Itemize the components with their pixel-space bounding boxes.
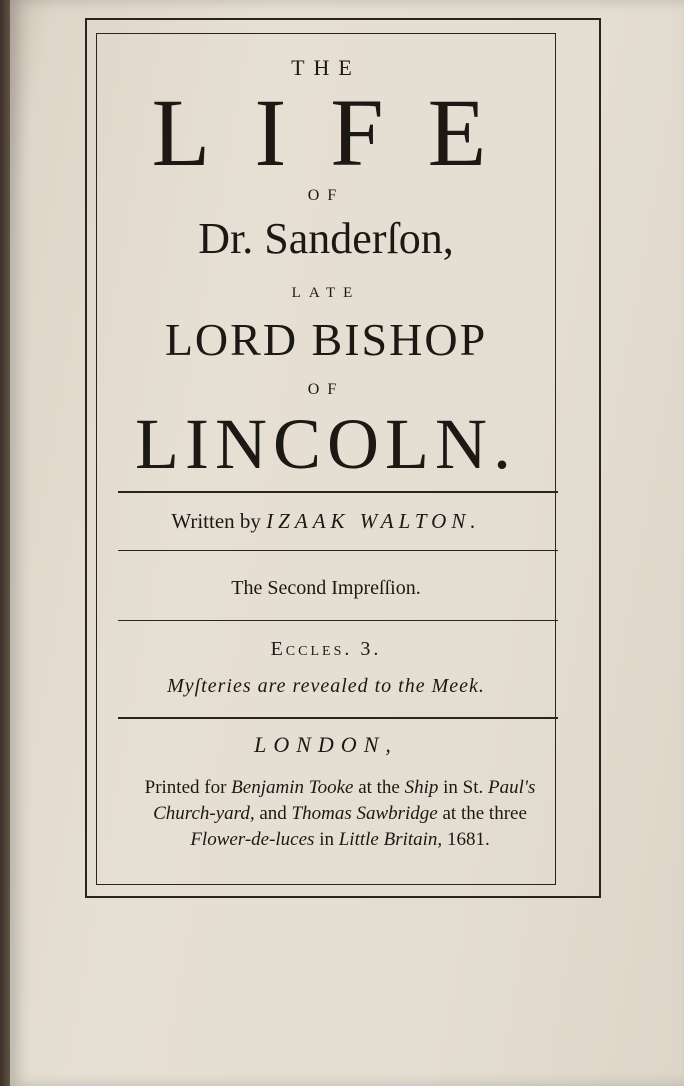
imprint-block: [120, 775, 560, 853]
divider-rule: [118, 491, 558, 493]
see-name: LINCOLN.: [135, 404, 517, 484]
heading-life: LIFE: [151, 79, 531, 186]
imprint-text: Printed for: [144, 777, 227, 798]
epigraph-text: Myſteries are revealed to the Meek.: [167, 675, 485, 697]
edition-line: The Second Impreſſion.: [231, 577, 421, 599]
imprint-line-2: [120, 801, 560, 827]
heading-of-1: OF: [307, 187, 345, 204]
divider-rule: [118, 717, 558, 719]
divider-rule: [118, 620, 558, 621]
heading-of-2: OF: [307, 381, 345, 398]
heading-the: THE: [291, 55, 361, 80]
imprint-location: Church-yard,: [153, 803, 255, 824]
imprint-line-1: [120, 775, 560, 801]
imprint-year: 1681.: [446, 829, 490, 850]
shop-sign: Ship: [404, 777, 439, 798]
author-line: [98, 509, 554, 534]
written-by-label: Written by: [171, 509, 261, 533]
imprint-line-3: [120, 827, 560, 853]
imprint-location: Paul's: [488, 777, 536, 798]
imprint-text: at the three: [442, 803, 527, 824]
imprint-text: in: [319, 829, 334, 850]
epigraph-reference: Eccles. 3.: [270, 638, 382, 660]
imprint-location: Little Britain,: [338, 829, 443, 850]
author-name: IZAAK WALTON.: [266, 509, 481, 533]
imprint-text: at the: [358, 777, 400, 798]
title-block: [98, 35, 554, 883]
divider-rule: [118, 550, 558, 551]
printer-name: Benjamin Tooke: [231, 777, 354, 798]
shop-sign: Flower-de-luces: [190, 829, 315, 850]
heading-late: LATE: [291, 285, 361, 301]
imprint-text: in St.: [443, 777, 484, 798]
office-title: LORD BISHOP: [164, 314, 488, 365]
subject-name: Dr. Sanderſon,: [198, 214, 454, 263]
imprint-place: LONDON,: [254, 732, 398, 757]
printer-name: Thomas Sawbridge: [291, 803, 438, 824]
imprint-text: and: [259, 803, 287, 824]
